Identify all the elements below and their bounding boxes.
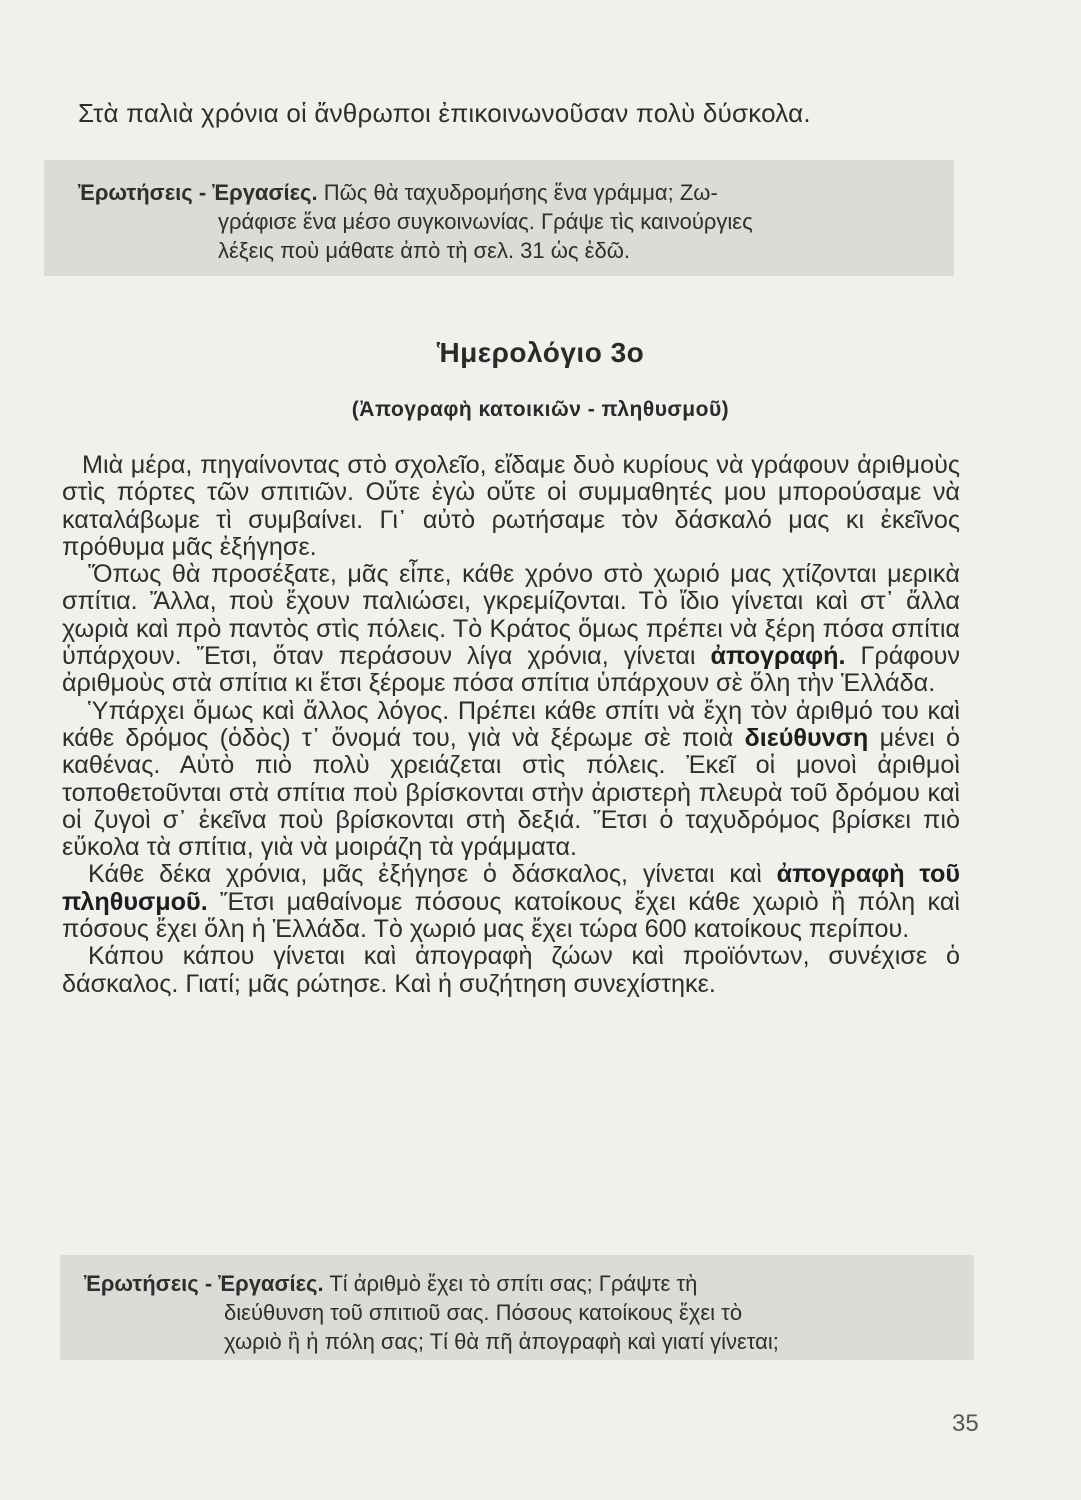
questions-text-line: γράφισε ἕνα μέσο συγκοινωνίας. Γράψε τὶς καινούργιες (218, 209, 753, 234)
paragraph-text: Γράφουν ἀριθμοὺς στὰ σπίτια κι ἔτσι ξέρομε πόσα σπίτια ὑπάρχουν σὲ ὅλη τὴν Ἑλλάδα. (62, 642, 960, 698)
intro-sentence: Στὰ παλιὰ χρόνια οἱ ἄνθρωποι ἐπικοινωνοῦσαν πολὺ δύσκολα. (78, 98, 811, 128)
questions-box-top (44, 160, 954, 276)
paragraph-text: Ὅπως θὰ προσέξατε, μᾶς εἶπε, κάθε χρόνο στὸ χωριό μας χτίζονται μερικὰ σπίτια. Ἄλλα, ποὺ ἔχουν παλιώσει, γκρεμίζονται. Τὸ ἴδιο γίνεται καὶ στ᾽ ἄλλα χωριὰ καὶ πρὸ παντὸς στὶς πόλεις. Τὸ Κράτος ὅμως πρέπει νὰ ξέρη πόσα σπίτια ὑπάρχουν. Ἔτσι, ὅταν περάσουν λίγα χρόνια, γίνεται (62, 560, 960, 671)
paragraph (62, 943, 960, 998)
questions-label: Ἐρωτήσεις - Ἐργασίες. (84, 1271, 324, 1296)
paragraph-text: Ὑπάρχει ὅμως καὶ ἄλλος λόγος. Πρέπει κάθε σπίτι νὰ ἔχη τὸν ἀριθμό του καὶ κάθε δρόμος (ὁδὸς) τ᾽ ὄνομά του, γιὰ νὰ ξέρωμε σὲ ποιὰ (62, 696, 960, 752)
section-title: Ἡμερολόγιο 3ο (436, 337, 645, 368)
questions-text-line: Τί ἀριθμὸ ἔχει τὸ σπίτι σας; Γράψτε τὴ (323, 1271, 698, 1296)
page-number: 35 (952, 1410, 979, 1437)
bold-term: διεύθυνση (744, 723, 869, 752)
questions-label: Ἐρωτήσεις - Ἐργασίες. (78, 180, 318, 205)
questions-text-line: Πῶς θὰ ταχυδρομήσης ἕνα γράμμα; Ζω- (317, 180, 718, 205)
bold-term: ἀπογραφὴ τοῦ πληθυσμοῦ. (62, 860, 960, 916)
paragraph-text: Κάπου κάπου γίνεται καὶ ἀπογραφὴ ζώων καὶ προϊόντων, συνέχισε ὁ δάσκαλος. Γιατί; μᾶς ρώτησε. Καὶ ἡ συζήτηση συνεχίστηκε. (62, 942, 960, 998)
questions-text-line: διεύθυνση τοῦ σπιτιοῦ σας. Πόσους κατοίκους ἔχει τὸ (224, 1300, 743, 1325)
questions-text-line: χωριὸ ἢ ἡ πόλη σας; Τί θὰ πῆ ἀπογραφὴ καὶ γιατί γίνεται; (224, 1329, 779, 1354)
paragraph-text: Κάθε δέκα χρόνια, μᾶς ἐξήγησε ὁ δάσκαλος, γίνεται καὶ (88, 860, 777, 889)
paragraph-text: Ἔτσι μαθαίνομε πόσους κατοίκους ἔχει κάθε χωριὸ ἢ πόλη καὶ πόσους ἔχει ὅλη ἡ Ἑλλάδα. Τὸ χωριό μας ἔχει τώρα 600 κατοίκους περίπου. (62, 887, 960, 944)
paragraph (62, 861, 960, 943)
questions-box-bottom (60, 1255, 974, 1360)
paragraph (62, 561, 960, 697)
body-text (62, 452, 960, 998)
paragraph (62, 452, 960, 561)
section-subtitle: (Ἀπογραφὴ κατοικιῶν - πληθυσμοῦ) (351, 398, 730, 421)
paragraph (62, 698, 960, 862)
paragraph-text: μένει ὁ καθένας. Αὐτὸ πιὸ πολὺ χρειάζεται στὶς πόλεις. Ἐκεῖ οἱ μονοὶ ἀριθμοὶ τοποθετοῦνται στὰ σπίτια ποὺ βρίσκονται στὴν ἀριστερὴ πλευρὰ τοῦ δρόμου καὶ οἱ ζυγοὶ σ᾽ ἐκεῖνα ποὺ βρίσκονται στὴ δεξιά. Ἔτσι ὁ ταχυδρόμος βρίσκει πιὸ εὔκολα τὰ σπίτια, γιὰ νὰ μοιράζη τὰ γράμματα. (62, 723, 960, 862)
bold-term: ἀπογραφή. (710, 642, 846, 671)
questions-text-line: λέξεις ποὺ μάθατε ἀπὸ τὴ σελ. 31 ὡς ἐδῶ. (218, 238, 630, 263)
paragraph-text: Μιὰ μέρα, πηγαίνοντας στὸ σχολεῖο, εἴδαμε δυὸ κυρίους νὰ γράφουν ἀριθμοὺς στὶς πόρτες τῶν σπιτιῶν. Οὔτε ἐγὼ οὔτε οἱ συμμαθητές μου μπορούσαμε νὰ καταλάβωμε τὶ συμβαίνει. Γι᾽ αὐτὸ ρωτήσαμε τὸν δάσκαλό μας κι ἐκεῖνος πρόθυμα μᾶς ἐξήγησε. (62, 451, 960, 561)
